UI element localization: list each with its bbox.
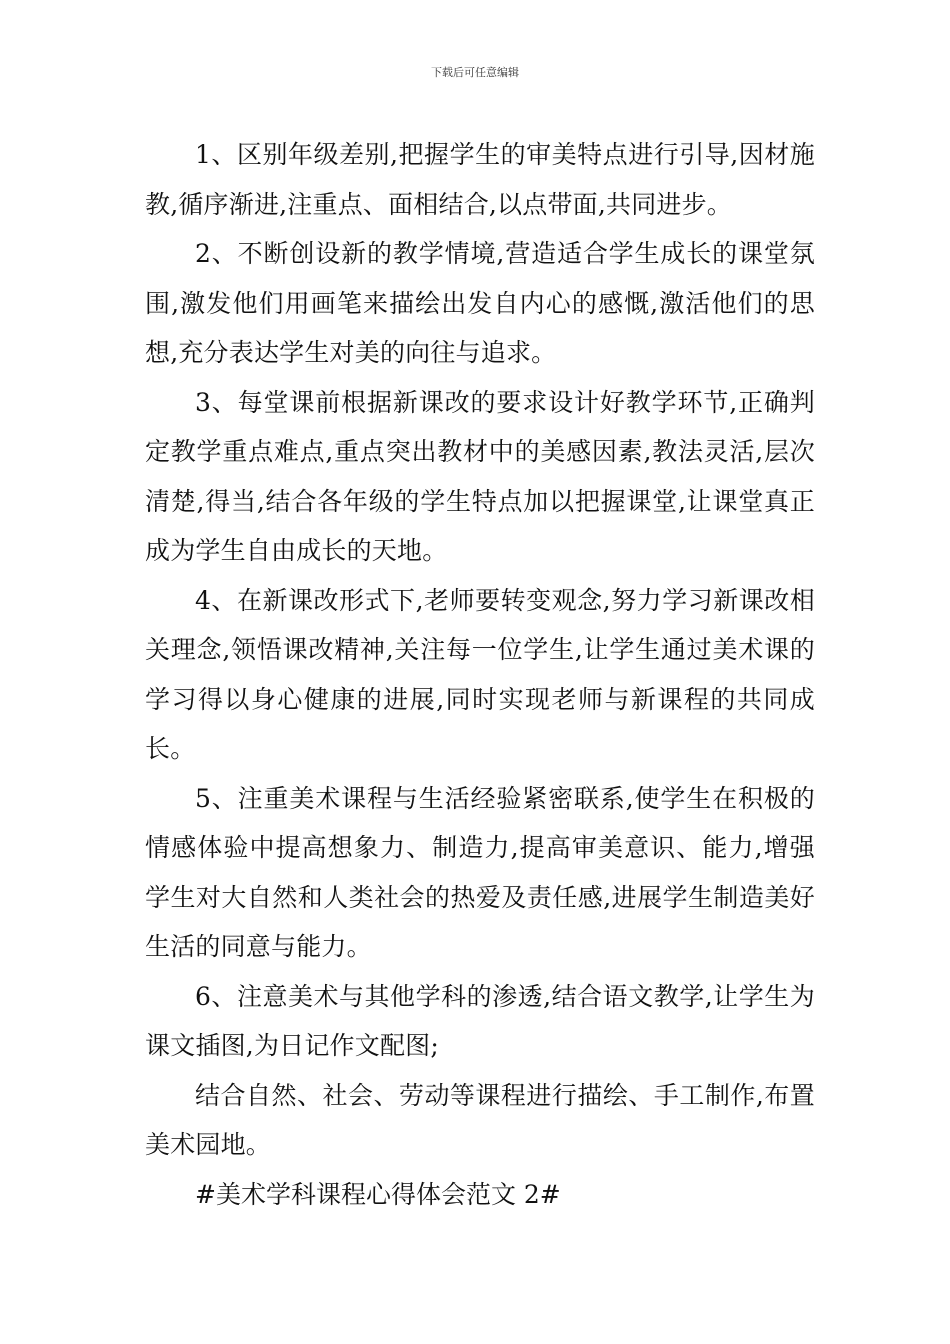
page-header: 下载后可任意编辑 (431, 66, 519, 79)
paragraph-1: 1、区别年级差别,把握学生的审美特点进行引导,因材施教,循序渐进,注重点、面相结合,以点带面,共同进步。 (145, 140, 815, 219)
paragraph-5: 5、注重美术课程与生活经验紧密联系,使学生在积极的情感体验中提高想象力、制造力,提高审美意识、能力,增强学生对大自然和人类社会的热爱及责任感,进展学生制造美好生活的同意与能力。 (145, 783, 815, 961)
paragraph-6: 6、注意美术与其他学科的渗透,结合语文教学,让学生为课文插图,为日记作文配图; (145, 981, 815, 1060)
paragraph-2: 2、不断创设新的教学情境,营造适合学生成长的课堂氛围,激发他们用画笔来描绘出发自内心的感慨,激活他们的思想,充分表达学生对美的向往与追求。 (145, 239, 815, 367)
paragraph-7: 结合自然、社会、劳动等课程进行描绘、手工制作,布置美术园地。 (145, 1080, 815, 1159)
paragraph-4: 4、在新课改形式下,老师要转变观念,努力学习新课改相关理念,领悟课改精神,关注每一位学生,让学生通过美术课的学习得以身心健康的进展,同时实现老师与新课程的共同成长。 (145, 585, 815, 763)
paragraph-3: 3、每堂课前根据新课改的要求设计好教学环节,正确判定教学重点难点,重点突出教材中的美感因素,教法灵活,层次清楚,得当,结合各年级的学生特点加以把握课堂,让课堂真正成为学生自由成长的天地。 (145, 387, 815, 565)
document-body (145, 130, 815, 1219)
section-heading: #美术学科课程心得体会范文 2# (195, 1179, 561, 1209)
